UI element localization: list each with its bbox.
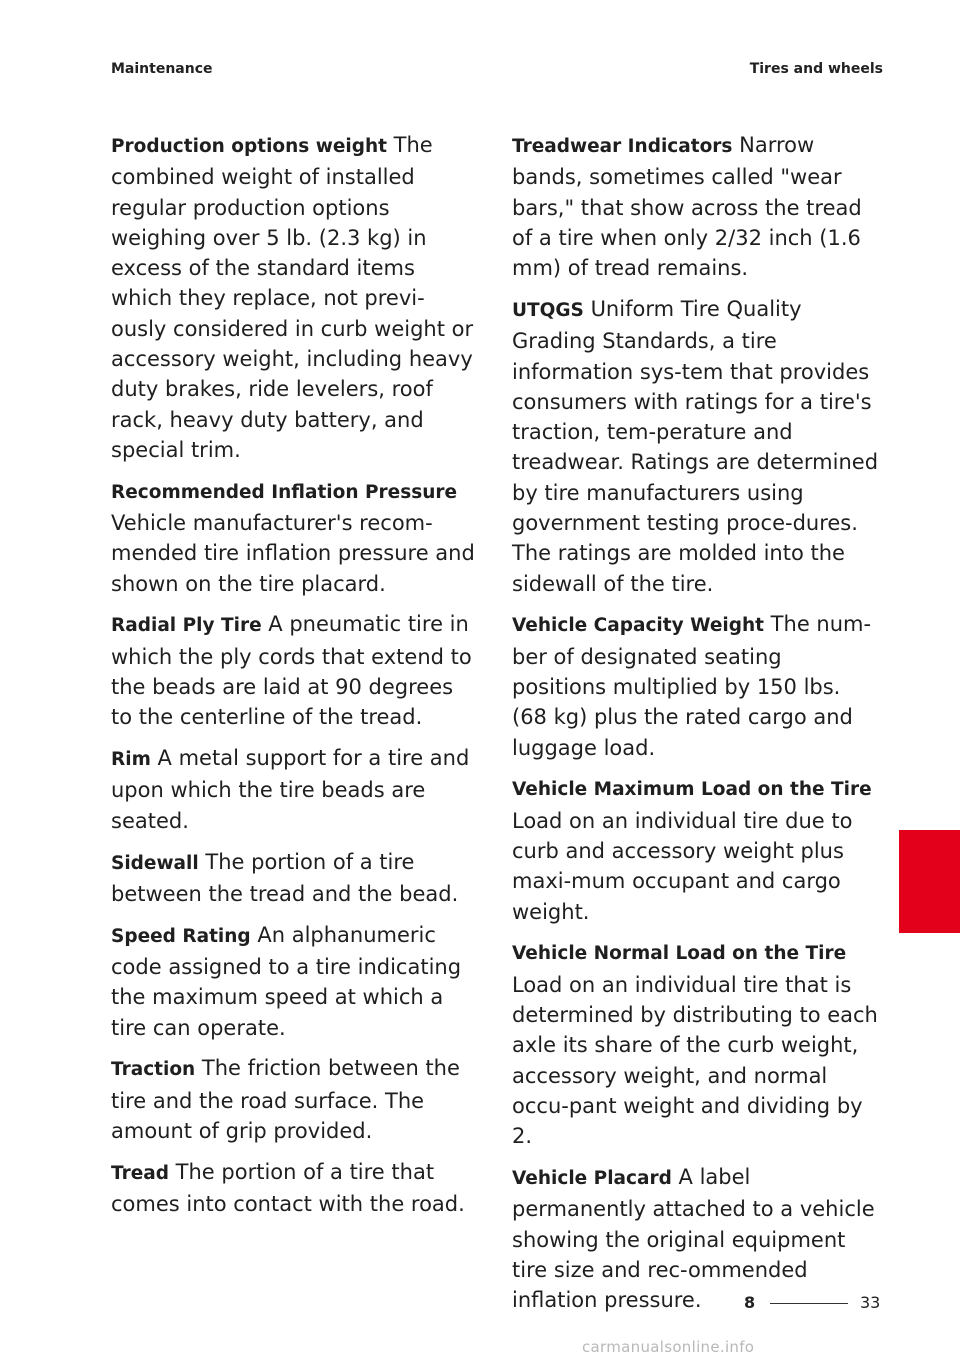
right-column [512,130,880,1326]
glossary-definition: The friction between the tire and the road surface. The amount of grip provided. [111,1056,460,1143]
glossary-entry [512,130,880,283]
footer-divider [770,1303,848,1304]
header-topic-title: Tires and wheels [749,61,883,77]
glossary-term: Treadwear Indicators [512,136,733,157]
glossary-entry [111,847,479,910]
left-column [111,130,479,1230]
glossary-definition: Narrow bands, sometimes called "wear bars," that show across the tread of a tire when only 2/32 inch (1.6 mm) of tread remains. [512,133,862,281]
glossary-term: Vehicle Placard [512,1168,672,1189]
glossary-term: Radial Ply Tire [111,615,262,637]
glossary-term: Vehicle Normal Load on the Tire [512,943,847,965]
glossary-definition: Load on an individual tire that is determined by distributing to each axle its share of the curb weight, accessory weight, and normal occu-pant weight and dividing by 2. [512,972,878,1149]
glossary-definition: An alphanumeric code assigned to a tire indicating the maximum speed at which a tire can operate. [111,922,462,1040]
glossary-definition: Load on an individual tire due to curb and accessory weight plus maxi-mum occupant and cargo weight. [512,808,853,924]
glossary-entry [512,773,880,926]
header-section-title: Maintenance [111,61,213,77]
glossary-definition: The num-ber of designated seating positions multiplied by 150 lbs. (68 kg) plus the rated cargo and luggage load. [512,612,872,760]
glossary-entry [512,1162,880,1315]
glossary-definition: A metal support for a tire and upon which the tire beads are seated. [111,746,470,833]
glossary-definition: The portion of a tire that comes into contact with the road. [111,1159,465,1216]
glossary-entry [111,920,479,1043]
glossary-entry [111,476,479,599]
glossary-definition: Uniform Tire Quality Grading Standards, a tire information sys-tem that provides consumers with ratings for a tire's traction, tem-perature and treadwear. Ratings are determined by tire manufacturers using government testing proce-dures. The ratings are molded into the sidewall of the tire. [512,296,879,596]
glossary-definition: The portion of a tire between the tread and the bead. [111,849,459,906]
glossary-entry [512,937,880,1151]
footer-chapter-number: 8 [744,1293,756,1312]
glossary-definition: The combined weight of installed regular production options weighing over 5 lb. (2.3 kg) in excess of the standard items which they replace, not previ-ously considered in curb weight or accessory weight, including heavy duty brakes, ride levelers, roof rack, heavy duty battery, and special trim. [111,133,474,462]
glossary-entry [512,294,880,599]
footer-page-number: 33 [860,1293,881,1312]
glossary-term: Production options weight [111,136,387,157]
glossary-term: Vehicle Capacity Weight [512,615,764,637]
glossary-definition: A label permanently attached to a vehicle showing the original equipment tire size and rec-ommended inflation pressure. [512,1165,875,1313]
watermark: carmanualsonline.info [582,1338,755,1356]
glossary-term: Speed Rating [111,925,251,947]
glossary-term: Traction [111,1059,196,1081]
glossary-entry [111,743,479,836]
glossary-entry [111,130,479,465]
glossary-term: UTQGS [512,299,584,321]
glossary-term: Vehicle Maximum Load on the Tire [512,779,872,801]
glossary-entry [111,1053,479,1146]
glossary-term: Sidewall [111,852,199,874]
glossary-definition: A pneumatic tire in which the ply cords that extend to the beads are laid at 90 degrees to the centerline of the tread. [111,612,472,730]
chapter-side-tab-number: 8 [912,905,927,929]
chapter-side-tab [899,830,960,933]
glossary-definition: Vehicle manufacturer's recom-mended tire inflation pressure and shown on the tire placard. [111,511,475,596]
glossary-term: Rim [111,749,151,771]
glossary-entry [512,609,880,762]
glossary-term: Tread [111,1162,169,1184]
glossary-entry [111,1157,479,1220]
glossary-entry [111,609,479,732]
glossary-term: Recommended Inflation Pressure [111,481,458,503]
